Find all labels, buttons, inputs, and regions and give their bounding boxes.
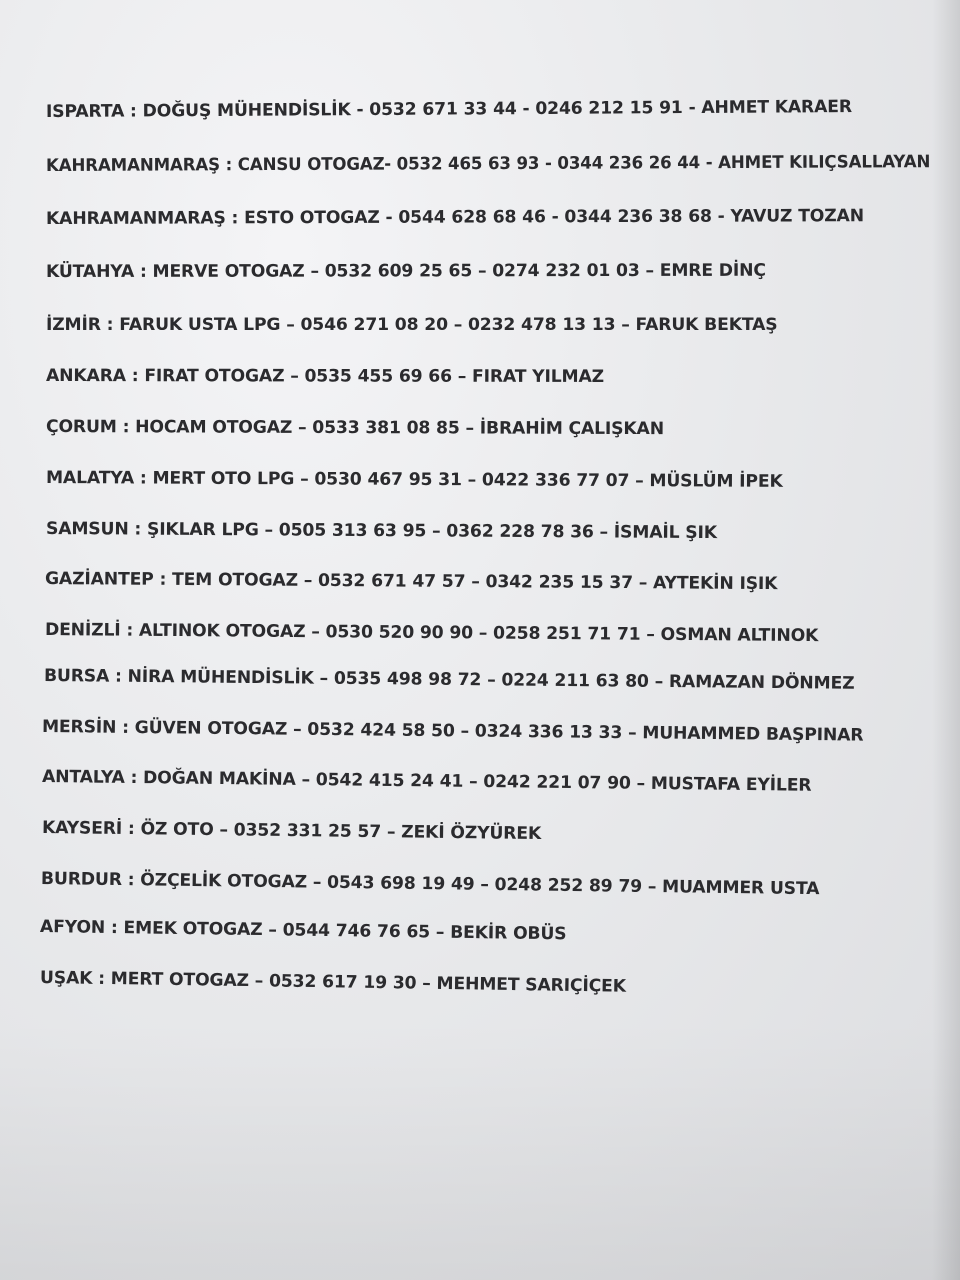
list-item: BURSA : NİRA MÜHENDİSLİK – 0535 498 98 72 – 0224 211 63 80 – RAMAZAN DÖNMEZ [43,666,855,694]
list-item: KAYSERİ : ÖZ OTO – 0352 331 25 57 – ZEKİ ÖZYÜREK [41,818,542,845]
list-item: MALATYA : MERT OTO LPG – 0530 467 95 31 – 0422 336 77 07 – MÜSLÜM İPEK [45,468,783,492]
list-item: DENİZLİ : ALTINOK OTOGAZ – 0530 520 90 90 – 0258 251 71 71 – OSMAN ALTINOK [44,620,819,647]
list-item: ANKARA : FIRAT OTOGAZ – 0535 455 69 66 – FIRAT YILMAZ [45,366,604,387]
list-item: AFYON : EMEK OTOGAZ – 0544 746 76 65 – BEKİR OBÜS [39,917,567,945]
list-item: KAHRAMANMARAŞ : CANSU OTOGAZ- 0532 465 63 93 - 0344 236 26 44 - AHMET KILIÇSALLAYAN [45,152,931,176]
list-item: ISPARTA : DOĞUŞ MÜHENDİSLİK - 0532 671 33 44 - 0246 212 15 91 - AHMET KARAER [45,97,852,122]
list-item: SAMSUN : ŞIKLAR LPG – 0505 313 63 95 – 0362 228 78 36 – İSMAİL ŞIK [45,519,718,544]
list-item: BURDUR : ÖZÇELİK OTOGAZ – 0543 698 19 49 – 0248 252 89 79 – MUAMMER USTA [40,869,820,900]
list-item: MERSİN : GÜVEN OTOGAZ – 0532 424 58 50 – 0324 336 13 33 – MUHAMMED BAŞPINAR [41,717,864,746]
list-item: ANTALYA : DOĞAN MAKİNA – 0542 415 24 41 – 0242 221 07 90 – MUSTAFA EYİLER [41,767,812,796]
list-item: KAHRAMANMARAŞ : ESTO OTOGAZ - 0544 628 68 46 - 0344 236 38 68 - YAVUZ TOZAN [45,206,864,229]
list-item: GAZİANTEP : TEM OTOGAZ – 0532 671 47 57 – 0342 235 15 37 – AYTEKİN IŞIK [44,569,778,595]
list-item: ÇORUM : HOCAM OTOGAZ – 0533 381 08 85 – İBRAHİM ÇALIŞKAN [45,417,664,440]
list-item: İZMİR : FARUK USTA LPG – 0546 271 08 20 – 0232 478 13 13 – FARUK BEKTAŞ [46,315,778,335]
list-item: KÜTAHYA : MERVE OTOGAZ – 0532 609 25 65 – 0274 232 01 03 – EMRE DİNÇ [45,260,766,282]
list-item: UŞAK : MERT OTOGAZ – 0532 617 19 30 – MEHMET SARIÇİÇEK [39,968,627,997]
